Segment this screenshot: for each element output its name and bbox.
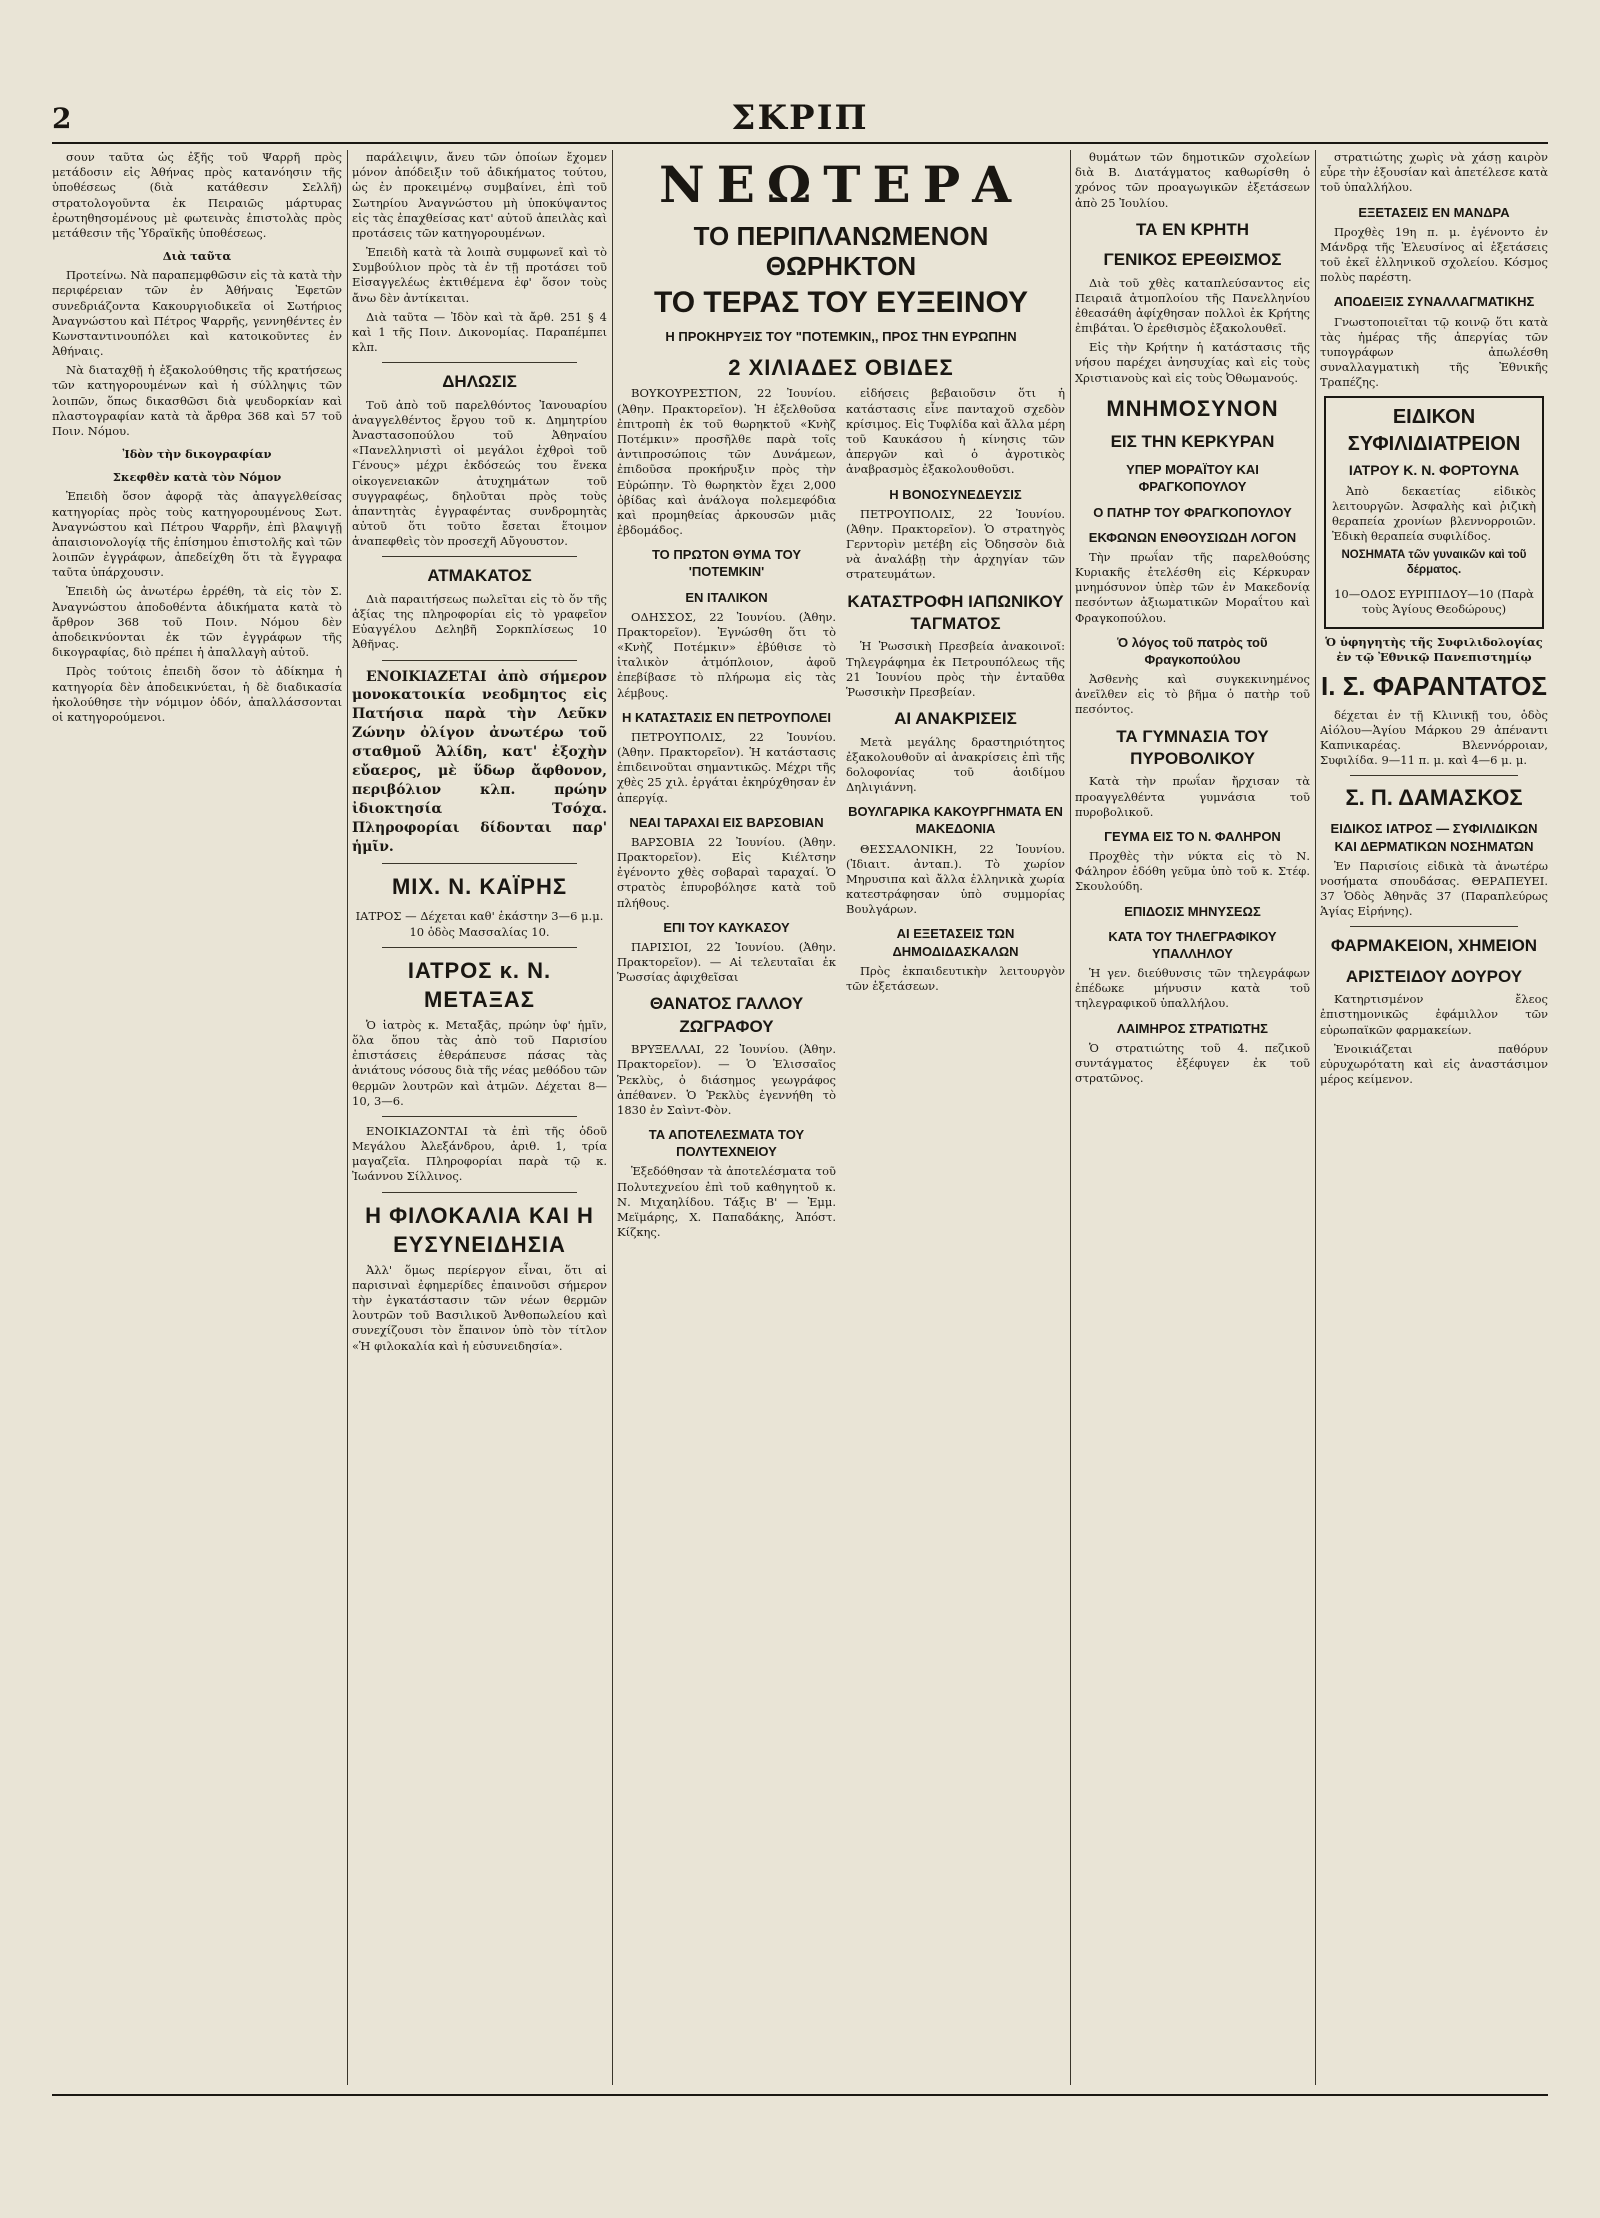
subheading: ΕΠΙ ΤΟΥ ΚΑΥΚΑΣΟΥ (663, 919, 790, 935)
paragraph: Προτείνω. Νὰ παραπεμφθῶσιν εἰς τὰ κατὰ τὴν περιφέρειαν τῶν ἐν Ἀθήναις Ἐφετῶν συνεδριάζοντα Κακουργιοδικεῖα οἱ Σωτήριος Ἀναγνώστου καὶ Πέτρος Ψαρρῆς, γεννηθέντες ἐν Κωνσταντινουπόλει καὶ κατοικοῦντες ἐν Ἀθήναις. (52, 268, 342, 359)
dispatch: Ἡ Ῥωσσικὴ Πρεσβεία ἀνακοινοῖ: Τηλεγράφημα ἐκ Πετρουπόλεως τῆς 21 Ἰουνίου πρὸς τὴν ἐνταῦθα Ῥωσσικὴν Πρεσβείαν. (846, 639, 1065, 699)
dispatch: Πρὸς ἐκπαιδευτικὴν λειτουργὸν τῶν ἑξετάσεων. (846, 963, 1065, 993)
heading: ΤΑ ΓΥΜΝΑΣΙΑ ΤΟΥ ΠΥΡΟΒΟΛΙΚΟΥ (1116, 726, 1269, 768)
masthead: ΣΚΡΙΠ (731, 98, 869, 138)
subheading: ΒΟΥΛΓΑΡΙΚΑ ΚΑΚΟΥΡΓΗΜΑΤΑ ΕΝ ΜΑΚΕΔΟΝΙΑ (848, 804, 1063, 837)
dispatch: Μετὰ μεγάλης δραστηριότητος ἐξακολουθοῦν αἱ ἀνακρίσεις ἐπὶ τῆς δολοφονίας τοῦ ἀοιδίμου Δηλιγιάννη. (846, 734, 1065, 795)
subheading: Σκεφθὲν κατὰ τὸν Νόμον (112, 470, 282, 485)
subcol-right (846, 386, 1065, 1244)
subheading: ΕΝ ΙΤΑΛΙΚΟΝ (685, 589, 768, 605)
ad-farantatos-body: δέχεται ἐν τῇ Κλινικῇ του, ὁδὸς Αἰόλου—Ἁγίου Μάρκου 29 ἀπέναντι Καπνικαρέας. Βλεννόρροιαν, Συφιλίδα. 9—11 π. μ. καὶ 4—6 μ. μ. (1320, 707, 1548, 768)
heading: ΤΑ ΕΝ ΚΡΗΤΗ (1135, 219, 1249, 239)
separator (382, 362, 577, 363)
separator (1350, 926, 1518, 927)
dispatch: ΒΡΥΞΕΛΛΑΙ, 22 Ἰουνίου. (Ἀθην. Πρακτορεῖον). — Ὁ Ἐλισσαῖος Ῥεκλὺς, ὁ διάσημος γεωγράφος ἀπέθανεν. Ὁ Ῥεκλὺς ἐγεννήθη τὸ 1830 ἐν Σαὶντ-Φὸν. (617, 1042, 836, 1117)
separator (382, 1192, 577, 1193)
page-header (52, 98, 1548, 144)
paragraph: Τὴν πρωΐαν τῆς παρελθούσης Κυριακῆς ἐτελέσθη εἰς Κέρκυραν μνημόσυνον ὑπὲρ τῶν ἐν Μακεδονίᾳ πεσόντων ἀξιωματικῶν Μοραΐτου καὶ Φραγκοπούλου. (1075, 549, 1310, 625)
page-number: 2 (52, 102, 72, 135)
paragraph: Διὰ παραιτήσεως πωλεῖται εἰς τὸ ὅν τῆς ἀξίας της πληροφορίαι εἰς τὸ γραφεῖον Εὐαγγέλου Δεληβῆ Σορκπλίσεως 10 Ἀθῆνας. (352, 591, 607, 652)
heading: ΜΝΗΜΟΣΥΝΟΝ (1106, 395, 1279, 421)
ad-farantatos-name: Ι. Σ. ΦΑΡΑΝΤΑΤΟΣ (1321, 671, 1547, 702)
column-5 (1320, 150, 1548, 2085)
heading: ΕΠΙΔΟΣΙΣ ΜΗΝΥΣΕΩΣ (1124, 903, 1261, 919)
ad-damaskos-name: Σ. Π. ΔΑΜΑΣΚΟΣ (1345, 785, 1523, 811)
paragraph: Ἀλλ' ὅμως περίεργον εἶναι, ὅτι αἱ παρισιναὶ ἐφημερίδες ἐπαινοῦσι σήμερον τὴν ἐγκατάστασιν τῶν νέων θερμῶν λουτρῶν τοῦ Βασιλικοῦ Ἀνθοπωλείου καὶ συνεχίζουσι τὸν ἔπαινον ὑπὸ τὸν τίτλον «Ἡ φιλοκαλία καὶ ἡ εὐσυνειδησία». (352, 1262, 607, 1353)
subheading: ΑΙ ΑΝΑΚΡΙΣΕΙΣ (894, 709, 1017, 729)
column-2 (352, 150, 607, 2085)
ad-farantatos-pre: Ὁ ὑφηγητὴς τῆς Συφιλιδολογίας ἐν τῷ Ἐθνικῷ Πανεπιστημίῳ (1325, 635, 1543, 665)
paragraph: παράλειψιν, ἄνευ τῶν ὁποίων ἔχομεν μόνον ἀπόδειξιν τοῦ ἀδικήματος τούτου, ὡς ἐν προκειμένῳ συμβαίνει, ἐπὶ τοῦ Σωτηρίου Ἀναγνώστου μὴ ὑποκύψαντος εἰς τὰς ἐπαχθείσας κατ' αὐτοῦ ἀπειλὰς καὶ προτάσεις τῶν κατηγορουμένων. (352, 150, 607, 240)
dispatch: ΒΑΡΣΟΒΙΑ 22 Ἰουνίου. (Ἀθην. Πρακτορεῖον). Εἰς Κιέλτσην ἐγένοντο χθὲς σοβαραὶ ταραχαί. Ὁ στρατὸς ἐπυροβόλησε κατὰ τοῦ πλήθους. (617, 834, 836, 910)
paragraph: Ὁ ἰατρὸς κ. Μεταξᾶς, πρώην ὑφ' ἡμῖν, ὅλα ὅπου τὰς ἀπὸ τοῦ Παρισίου ἐπιστάσεις ἐθεράπευσε πάσας τὰς ἀνιάτους νόσους διὰ τῆς νέας μεθόδου τῶν θερμῶν λουτρῶν καὶ ἀτμῶν. Δέχεται 8—10, 3—6. (352, 1017, 607, 1108)
section-title-neotera: ΝΕΩΤΕΡΑ (658, 155, 1024, 214)
dispatch: ΟΔΗΣΣΟΣ, 22 Ἰουνίου. (Ἀθην. Πρακτορεῖον). Ἐγνώσθη ὅτι τὸ «Κνὴζ Ποτέμκιν» ἐβύθισε τὸ ἰταλικὸν ἀτμόπλοιον, ἀφοῦ ἐπεβίβασε τὸ πλήρωμα εἰς τὰς λέμβους. (617, 609, 836, 700)
headline-proclamation: Η ΠΡΟΚΗΡΥΞΙΣ ΤΟΥ "ΠΟΤΕΜΚΙΝ,, ΠΡΟΣ ΤΗΝ ΕΥΡΩΠΗΝ (665, 329, 1017, 345)
paragraph: Διὰ τοῦ χθὲς καταπλεύσαντος εἰς Πειραιᾶ ἀτμοπλοίου τῆς Πανελληνίου ἐθεασάθη ἀφίχθησαν πολλοὶ ἐκ Κρήτης ἐπιβάται. Ὁ ἐρεθισμὸς ἐξακολουθεῖ. (1075, 275, 1310, 336)
heading: ΑΠΟΔΕΙΞΙΣ ΣΥΝΑΛΛΑΓΜΑΤΙΚΗΣ (1333, 294, 1535, 310)
column-divider (612, 150, 613, 2085)
paragraph: σουν ταῦτα ὡς ἐξῆς τοῦ Ψαρρῆ πρὸς μετάδοσιν εἰς Ἀθήνας πρὸς κατανόησιν τῆς ὑποθέσεως (διὰ κατάθεσιν Σελλῆ) στρατολογοῦντα ἐκ Πειραιῶς μάρτυρας ἐρωτηθησομένους μὲ φωτεινὰς ἐπιστολὰς πρὸς μετάθεσιν τῆς Ὑδραϊκῆς ὑποθέσεως. (52, 150, 342, 240)
subheading: ΤΟ ΠΡΩΤΟΝ ΘΥΜΑ ΤΟΥ 'ΠΟΤΕΜΚΙΝ' (651, 547, 802, 580)
subheading: Η ΚΑΤΑΣΤΑΣΙΣ ΕΝ ΠΕΤΡΟΥΠΟΛΕΙ (622, 709, 831, 725)
subheading: Διὰ ταῦτα (162, 249, 232, 264)
separator (382, 1116, 577, 1117)
heading: ΕΙΣ ΤΗΝ ΚΕΡΚΥΡΑΝ (1110, 431, 1275, 451)
subheading: ΘΑΝΑΤΟΣ ΓΑΛΛΟΥ ΖΩΓΡΑΦΟΥ (649, 994, 804, 1036)
paragraph: Ἐπειδὴ ὡς ἀνωτέρω ἐρρέθη, τὰ εἰς τὸν Σ. Ἀναγνώστου ἀποδοθέντα ἀδικήματα κατὰ τὸ ἄρθρον 368 τοῦ Ποιν. Νόμου δὲν ἀποδεικνύονται ἐκ τῶν ἐγγράφων τῆς δικογραφίας, διὸ πρέπει ἡ ἀπαλλαγὴ αὐτοῦ. (52, 584, 342, 660)
dispatch: ΠΕΤΡΟΥΠΟΛΙΣ, 22 Ἰουνίου. (Ἀθην. Πρακτορεῖον). Ἡ κατάστασις ἐπιδεινοῦται σημαντικῶς. Μέχρι τῆς χθὲς 25 χιλ. ἐργάται ἐκηρύχθησαν ἐν ἀπεργίᾳ. (617, 729, 836, 805)
ad-pharmacy-body: Κατηρτισμένον ἔλεος ἐπιστημονικῶς ἐφάμιλλον τῶν εὐρωπαϊκῶν φαρμακείων. (1320, 992, 1548, 1037)
heading-dilosis: ΔΗΛΩΣΙΣ (442, 372, 517, 392)
heading: ΥΠΕΡ ΜΟΡΑΪΤΟΥ ΚΑΙ ΦΡΑΓΚΟΠΟΥΛΟΥ (1126, 462, 1259, 495)
ad-pharmacy-name: ΑΡΙΣΤΕΙΔΟΥ ΔΟΥΡΟΥ (1345, 966, 1523, 986)
subheading: ΚΑΤΑΣΤΡΟΦΗ ΙΑΠΩΝΙΚΟΥ ΤΑΓΜΑΤΟΣ (847, 591, 1064, 633)
paragraph: Ἡ γεν. διεύθυνσις τῶν τηλεγράφων ἐπέδωκε μήνυσιν κατὰ τοῦ τηλεγραφικοῦ ὑπαλλήλου. (1075, 966, 1310, 1011)
heading: ΓΕΝΙΚΟΣ ΕΡΕΘΙΣΜΟΣ (1103, 250, 1282, 270)
column-divider (1315, 150, 1316, 2085)
heading: ΛΑΙΜΗΡΟΣ ΣΤΡΑΤΙΩΤΗΣ (1117, 1020, 1268, 1036)
subheading: ΝΕΑΙ ΤΑΡΑΧΑΙ ΕΙΣ ΒΑΡΣΟΒΙΑΝ (629, 814, 824, 830)
dispatch: ΘΕΣΣΑΛΟΝΙΚΗ, 22 Ἰουνίου. (Ἰδιαιτ. ἀνταπ.). Τὸ χωρίον Μηρυσιπα καὶ ἄλλα ἐλληνικὰ χωρία κατεστράφησαν ὑπὸ συμμορίας Βουλγάρων. (846, 841, 1065, 917)
ad-subtitle: ΙΑΤΡΟΥ Κ. Ν. ΦΟΡΤΟΥΝΑ (1348, 462, 1520, 479)
paragraph: στρατιώτης χωρὶς νὰ χάσῃ καιρὸν εὗρε τὴν ἐξουσίαν καὶ ἀπετέλεσε κατὰ τοῦ ὑπαλλήλου. (1320, 150, 1548, 195)
column-divider (1070, 150, 1071, 2085)
heading: Ο ΠΑΤΗΡ ΤΟΥ ΦΡΑΓΚΟΠΟΥΛΟΥ (1093, 504, 1292, 520)
ad-metaxas-name: ΙΑΤΡΟΣ κ. Ν. ΜΕΤΑΞΑΣ (407, 957, 552, 1012)
column-1 (52, 150, 342, 2085)
headline-secondary: ΤΟ ΤΕΡΑΣ ΤΟΥ ΕΥΞΕΙΝΟΥ (653, 285, 1029, 319)
paragraph: Πρὸς τούτοις ἐπειδὴ ὅσον τὸ ἀδίκημα ἡ κατηγορία δὲν ἀποδεικνύεται, ἡ δὲ διαδικασία ἠκολούθησε τὴν νόμιμον ὁδόν, ἀπαλλάσσονται οἱ κατηγορούμενοι. (52, 664, 342, 724)
ad-address: 10—ΟΔΟΣ ΕΥΡΙΠΙΔΟΥ—10 (Παρὰ τοὺς Ἁγίους Θεοδώρους) (1334, 586, 1534, 616)
paragraph: Ἐπειδὴ κατὰ τὰ λοιπὰ συμφωνεῖ καὶ τὸ Συμβούλιον πρὸς τὰ ἐν τῇ προτάσει τοῦ Εἰσαγγελέως ἐκτιθέμενα ἐφ' ὅσον τοὺς ἄνω δὲν ἀντίκειται. (352, 245, 607, 305)
ad-body: Ἀπὸ δεκαετίας εἰδικὸς λειτουργῶν. Ἀσφαλὴς καὶ ῥιζικὴ θεραπεία χρονίων βλεννορροιῶν. Ἐδικὴ θεραπεία συφιλίδος. (1332, 483, 1536, 544)
separator (382, 863, 577, 864)
heading: ΕΚΦΩΝΩΝ ΕΝΘΟΥΣΙΩΔΗ ΛΟΓΟΝ (1088, 529, 1297, 545)
bottom-rule (52, 2094, 1548, 2096)
heading: ΓΕΥΜΑ ΕΙΣ ΤΟ Ν. ΦΑΛΗΡΟΝ (1104, 828, 1281, 844)
ad-kairis-name: ΜΙΧ. Ν. ΚΑΪΡΗΣ (391, 874, 568, 900)
dispatch: Ἐξεδόθησαν τὰ ἀποτελέσματα τοῦ Πολυτεχνείου ἐπὶ τοῦ καθηγητοῦ κ. Ν. Μιχαηλίδου. Τάξις Β' — Ἐμμ. Μεϊμάρης, Χ. Παπαδάκης, Ἀπόστ. Κίζκης. (617, 1164, 836, 1240)
two-column-block (617, 386, 1065, 1244)
subheading: ΑΙ ΕΞΕΤΑΣΕΙΣ ΤΩΝ ΔΗΜΟΔΙΔΑΣΚΑΛΩΝ (892, 926, 1019, 959)
ad-damaskos-body: Ἐν Παρισίοις εἰδικὰ τὰ ἀνωτέρω νοσήματα σπουδάσας. ΘΕΡΑΠΕΥΕΙ. 37 Ὁδὸς Ἀθηνᾶς 37 (Παραπλεύρως Ἁγίας Εἰρήνης). (1320, 858, 1548, 919)
rental-ad: ΕΝΟΙΚΙΑΖΕΤΑΙ ἀπὸ σήμερον μονοκατοικία νεοδμητος εἰς Πατήσια παρὰ τὴν Λεῦκν Ζώνην ὀλίγον ἀνωτέρω τοῦ σταθμοῦ Ἀλίδη, κατ' ἐξοχὴν εὔαερος, μὲ ὕδωρ ἄφθονον, περιβόλιον κλπ. πρώην ἰδιοκτησία Τσόχα. Πληροφορίαι δίδονται παρ' ἡμῖν. (352, 668, 607, 855)
paragraph: Ἐπειδὴ ὅσον ἀφορᾷ τὰς ἀπαγγελθείσας κατηγορίας πρὸς τοὺς κατηγορουμένους Σωτ. Ἀναγνώστου καὶ Πέτρου Ψαρρῆν, ἐπὶ βλαψιγῇ ἀπαισιονολογίᾳ τῆς ἐπίσημου ἐπιστολῆς καὶ τῶν λοιπῶν ἐγγράφων, ἀπεδείχθη ὅτι τὰ ἔγγραφα ταῦτα ὑπάρχουσιν. (52, 489, 342, 580)
headline-shells: 2 ΧΙΛΙΑΔΕΣ ΟΒΙΔΕΣ (728, 355, 954, 381)
paragraph: Διὰ ταῦτα — Ἰδὸν καὶ τὰ ἄρθ. 251 § 4 καὶ 1 τῆς Ποιν. Δικονομίας. Παραπέμπει κλπ. (352, 309, 607, 355)
separator (382, 660, 577, 661)
subheading: Η ΒΟΝΟΣΥΝΕΔΕΥΣΙΣ (889, 486, 1022, 502)
paragraph: Νὰ διαταχθῇ ἡ ἐξακολούθησις τῆς κρατήσεως τῶν κατηγορουμένων καὶ ἡ σύλληψις τῶν λοιπῶν, ὅπως δικασθῶσι διὰ ψευδορκίαν καὶ πλαστογραφίαν κατὰ τὰ ἄρθρα 368 καὶ 57 τοῦ Ποιν. Νόμου. (52, 363, 342, 438)
column-4 (1075, 150, 1310, 2085)
heading-atmakatos: ΑΤΜΑΚΑΤΟΣ (427, 566, 532, 586)
heading: ΕΞΕΤΑΣΕΙΣ ΕΝ ΜΑΝΔΡΑ (1358, 204, 1510, 220)
ad-pharmacy-title: ΦΑΡΜΑΚΕΙΟΝ, ΧΗΜΕΙΟΝ (1330, 936, 1538, 956)
paragraph: Ἐνοικιάζεται παθόρυν εὐρυχωρότατη καὶ εἰς ἀναστάσιμον μέρος κείμενον. (1320, 1041, 1548, 1087)
paragraph: Κατὰ τὴν πρωΐαν ἤρχισαν τὰ προαγγελθέντα γυμνάσια τοῦ πυροβολικοῦ. (1075, 774, 1310, 819)
separator (382, 947, 577, 948)
ad-diseases: ΝΟΣΗΜΑΤΑ τῶν γυναικῶν καὶ τοῦ δέρματος. (1341, 549, 1527, 577)
ad-title: ΕΙΔΙΚΟΝ ΣΥΦΙΛΙΔΙΑΤΡΕΙΟΝ (1347, 406, 1521, 455)
ad-kairis-details: ΙΑΤΡΟΣ — Δέχεται καθ' ἑκάστην 3—6 μ.μ. 10 ὁδὸς Μασσαλίας 10. (355, 909, 604, 939)
headline-main: ΤΟ ΠΕΡΙΠΛΑΝΩΜΕΝΟΝ ΘΩΡΗΚΤΟΝ (693, 221, 989, 281)
paragraph: Ὁ στρατιώτης τοῦ 4. πεζικοῦ συντάγματος ἐξέφυγεν ἐκ τοῦ στρατῶνος. (1075, 1040, 1310, 1086)
subheading: ΤΑ ΑΠΟΤΕΛΕΣΜΑΤΑ ΤΟΥ ΠΟΛΥΤΕΧΝΕΙΟΥ (648, 1127, 805, 1160)
paragraph: Προχθὲς τὴν νύκτα εἰς τὸ Ν. Φάληρον ἐδόθη γεῦμα ὑπὸ τοῦ κ. Στέφ. Σκουλούδη. (1075, 849, 1310, 894)
separator (1350, 775, 1518, 776)
paragraph: Τοῦ ἀπὸ τοῦ παρελθόντος Ἰανουαρίου ἀναγγελθέντος ἔργου τοῦ κ. Δημητρίου Ἀναστασοπούλου τοῦ Ἀθηναίου «Πανελληνιστὶ οἱ μεγάλοι ἐχθροὶ τοῦ Γένους» μέχρι ἐκδόσεώς του ἕνεκα οἰκογενειακῶν ἀτυχημάτων τοῦ συγγραφέως, δηλοῦται πρὸς τοὺς ἀπαντητὰς ἐγγραφέντας συνδρομητὰς αὐτοῦ ὅτι τοῦτο ἔσεται ἕτοιμον ἀναπεφθεὶς τὸν προσεχῆ Αὔγουστον. (352, 397, 607, 549)
separator (382, 556, 577, 557)
heading-filokalia: Η ΦΙΛΟΚΑΛΙΑ ΚΑΙ Η ΕΥΣΥΝΕΙΔΗΣΙΑ (365, 1202, 594, 1257)
dispatch: ΠΕΤΡΟΥΠΟΛΙΣ, 22 Ἰουνίου. (Ἀθην. Πρακτορεῖον). Ὁ στρατηγὸς Γερντορὶν μετέβη εἰς Ὀδησσὸν διὰ νὰ ἀναλάβῃ τὴν ἀρχηγίαν τῶν στρατευμάτων. (846, 506, 1065, 582)
paragraph: Ἀσθενὴς καὶ συγκεκινημένος ἀνεῖλθεν εἰς τὸ βῆμα ὁ πατὴρ τοῦ πεσόντος. (1075, 672, 1310, 717)
dispatch: εἰδήσεις βεβαιοῦσιν ὅτι ἡ κατάστασις εἶνε πανταχοῦ σχεδὸν κρίσιμος. Εἰς Τυφλίδα καὶ ἄλλα μέρη τοῦ Καυκάσου ἡ κίνησις τῶν ἀπεργῶν καὶ ὁ ἀγροτικὸς ἀναβρασμὸς ἐξακολουθοῦσι. (846, 386, 1065, 477)
dispatch: ΒΟΥΚΟΥΡΕΣΤΙΟΝ, 22 Ἰουνίου. (Ἀθην. Πρακτορεῖον). Ἡ ἐξελθοῦσα ἐπιτροπὴ ἐκ τοῦ θωρηκτοῦ «Κνὴζ Ποτέμκιν» προσῆλθε παρὰ τοῖς ἀντιπροσώποις τῶν Δυνάμεων, ἐπιδοῦσα προκήρυξιν πρὸς τὴν Εὐρώπην. Τὸ θωρηκτὸν ἔχει 2,000 ὀβίδας καὶ ἀνάλογα πολεμεφόδια καὶ προμηθείας ἀρκουσῶν μιᾶς ἐβδομάδος. (617, 386, 836, 538)
paragraph: Γνωστοποιεῖται τῷ κοινῷ ὅτι κατὰ τὰς ἡμέρας τῆς ἀπεργίας τῶν τυπογράφων ἀπωλέσθη συναλλαγματικὴ τῆς Ἐθνικῆς Τραπέζης. (1320, 314, 1548, 390)
subcol-left (617, 386, 836, 1244)
heading: Ὁ λόγος τοῦ πατρὸς τοῦ Φραγκοπούλου (1117, 634, 1268, 667)
column-3 (617, 150, 1065, 2085)
column-divider (347, 150, 348, 2085)
heading: ΚΑΤΑ ΤΟΥ ΤΗΛΕΓΡΑΦΙΚΟΥ ΥΠΑΛΛΗΛΟΥ (1108, 928, 1277, 961)
ad-damaskos-sub: ΕΙΔΙΚΟΣ ΙΑΤΡΟΣ — ΣΥΦΙΛΙΔΙΚΩΝ ΚΑΙ ΔΕΡΜΑΤΙΚΩΝ ΝΟΣΗΜΑΤΩΝ (1330, 821, 1538, 854)
dispatch: ΠΑΡΙΣΙΟΙ, 22 Ἰουνίου. (Ἀθην. Πρακτορεῖον). — Αἱ τελευταῖαι ἐκ Ῥωσσίας ἀφιχθεῖσαι (617, 939, 836, 985)
paragraph: ΕΝΟΙΚΙΑΖΟΝΤΑΙ τὰ ἐπὶ τῆς ὁδοῦ Μεγάλου Ἀλεξάνδρου, ἀριθ. 1, τρία μαγαζεῖα. Πληροφορίαι παρὰ τῷ κ. Ἰωάννου Σίλλινος. (352, 1123, 607, 1184)
paragraph: θυμάτων τῶν δημοτικῶν σχολείων διὰ Β. Διατάγματος καθωρίσθη ὁ χρόνος τῶν προαγωγικῶν ἐξετάσεων ἀπὸ 25 Ἰουλίου. (1075, 150, 1310, 210)
paragraph: Εἰς τὴν Κρήτην ἡ κατάστασις τῆς νήσου παρέχει ἀνησυχίας καὶ εἰς τοὺς Χριστιανοὺς καὶ εἰς τοὺς Ὀθωμανούς. (1075, 340, 1310, 385)
ad-fortounas (1324, 396, 1544, 629)
paragraph: Προχθὲς 19η π. μ. ἐγένοντο ἐν Μάνδρᾳ τῆς Ἐλευσίνος αἱ ἐξετάσεις τοῦ ἐκεῖ ἑλληνικοῦ σχολείου. Κόσμος πολὺς παρέστη. (1320, 224, 1548, 285)
subheading: Ἰδὸν τὴν δικογραφίαν (122, 447, 272, 462)
